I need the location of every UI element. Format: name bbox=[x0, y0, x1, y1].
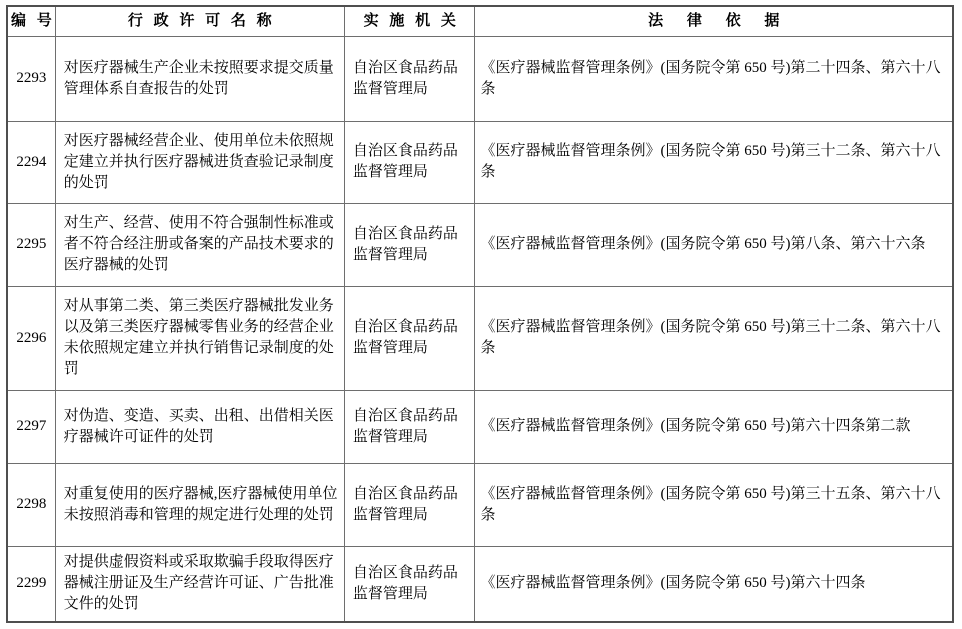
table-row bbox=[7, 546, 953, 622]
cell-id: 2296 bbox=[7, 286, 55, 390]
table-row bbox=[7, 203, 953, 286]
cell-id: 2294 bbox=[7, 121, 55, 203]
admin-license-table bbox=[6, 5, 954, 623]
header-agency: 实 施 机 关 bbox=[344, 6, 475, 36]
cell-license-name: 对重复使用的医疗器械,医疗器械使用单位未按照消毒和管理的规定进行处理的处罚 bbox=[55, 463, 344, 546]
cell-id: 2299 bbox=[7, 546, 55, 622]
cell-id: 2295 bbox=[7, 203, 55, 286]
cell-agency: 自治区食品药品监督管理局 bbox=[344, 463, 475, 546]
cell-license-name: 对生产、经营、使用不符合强制性标准或者不符合经注册或备案的产品技术要求的医疗器械的处罚 bbox=[55, 203, 344, 286]
table-row bbox=[7, 463, 953, 546]
cell-license-name: 对从事第二类、第三类医疗器械批发业务以及第三类医疗器械零售业务的经营企业未依照规定建立并执行销售记录制度的处罚 bbox=[55, 286, 344, 390]
cell-license-name: 对医疗器械经营企业、使用单位未依照规定建立并执行医疗器械进货查验记录制度的处罚 bbox=[55, 121, 344, 203]
table-row bbox=[7, 121, 953, 203]
cell-license-name: 对伪造、变造、买卖、出租、出借相关医疗器械许可证件的处罚 bbox=[55, 390, 344, 463]
cell-agency: 自治区食品药品监督管理局 bbox=[344, 546, 475, 622]
cell-legal-basis: 《医疗器械监督管理条例》(国务院令第 650 号)第三十五条、第六十八条 bbox=[475, 463, 953, 546]
header-license-name: 行 政 许 可 名 称 bbox=[55, 6, 344, 36]
cell-agency: 自治区食品药品监督管理局 bbox=[344, 203, 475, 286]
cell-agency: 自治区食品药品监督管理局 bbox=[344, 121, 475, 203]
cell-id: 2293 bbox=[7, 36, 55, 121]
cell-legal-basis: 《医疗器械监督管理条例》(国务院令第 650 号)第六十四条 bbox=[475, 546, 953, 622]
cell-agency: 自治区食品药品监督管理局 bbox=[344, 390, 475, 463]
cell-legal-basis: 《医疗器械监督管理条例》(国务院令第 650 号)第三十二条、第六十八条 bbox=[475, 121, 953, 203]
table-row bbox=[7, 36, 953, 121]
cell-agency: 自治区食品药品监督管理局 bbox=[344, 286, 475, 390]
header-id: 编 号 bbox=[7, 6, 55, 36]
header-legal-basis: 法 律 依 据 bbox=[475, 6, 953, 36]
cell-license-name: 对提供虚假资料或采取欺骗手段取得医疗器械注册证及生产经营许可证、广告批准文件的处罚 bbox=[55, 546, 344, 622]
table-row bbox=[7, 286, 953, 390]
header-row bbox=[7, 6, 953, 36]
cell-legal-basis: 《医疗器械监督管理条例》(国务院令第 650 号)第八条、第六十六条 bbox=[475, 203, 953, 286]
cell-legal-basis: 《医疗器械监督管理条例》(国务院令第 650 号)第六十四条第二款 bbox=[475, 390, 953, 463]
cell-agency: 自治区食品药品监督管理局 bbox=[344, 36, 475, 121]
cell-legal-basis: 《医疗器械监督管理条例》(国务院令第 650 号)第三十二条、第六十八条 bbox=[475, 286, 953, 390]
cell-license-name: 对医疗器械生产企业未按照要求提交质量管理体系自查报告的处罚 bbox=[55, 36, 344, 121]
table-row bbox=[7, 390, 953, 463]
cell-id: 2297 bbox=[7, 390, 55, 463]
cell-legal-basis: 《医疗器械监督管理条例》(国务院令第 650 号)第二十四条、第六十八条 bbox=[475, 36, 953, 121]
cell-id: 2298 bbox=[7, 463, 55, 546]
